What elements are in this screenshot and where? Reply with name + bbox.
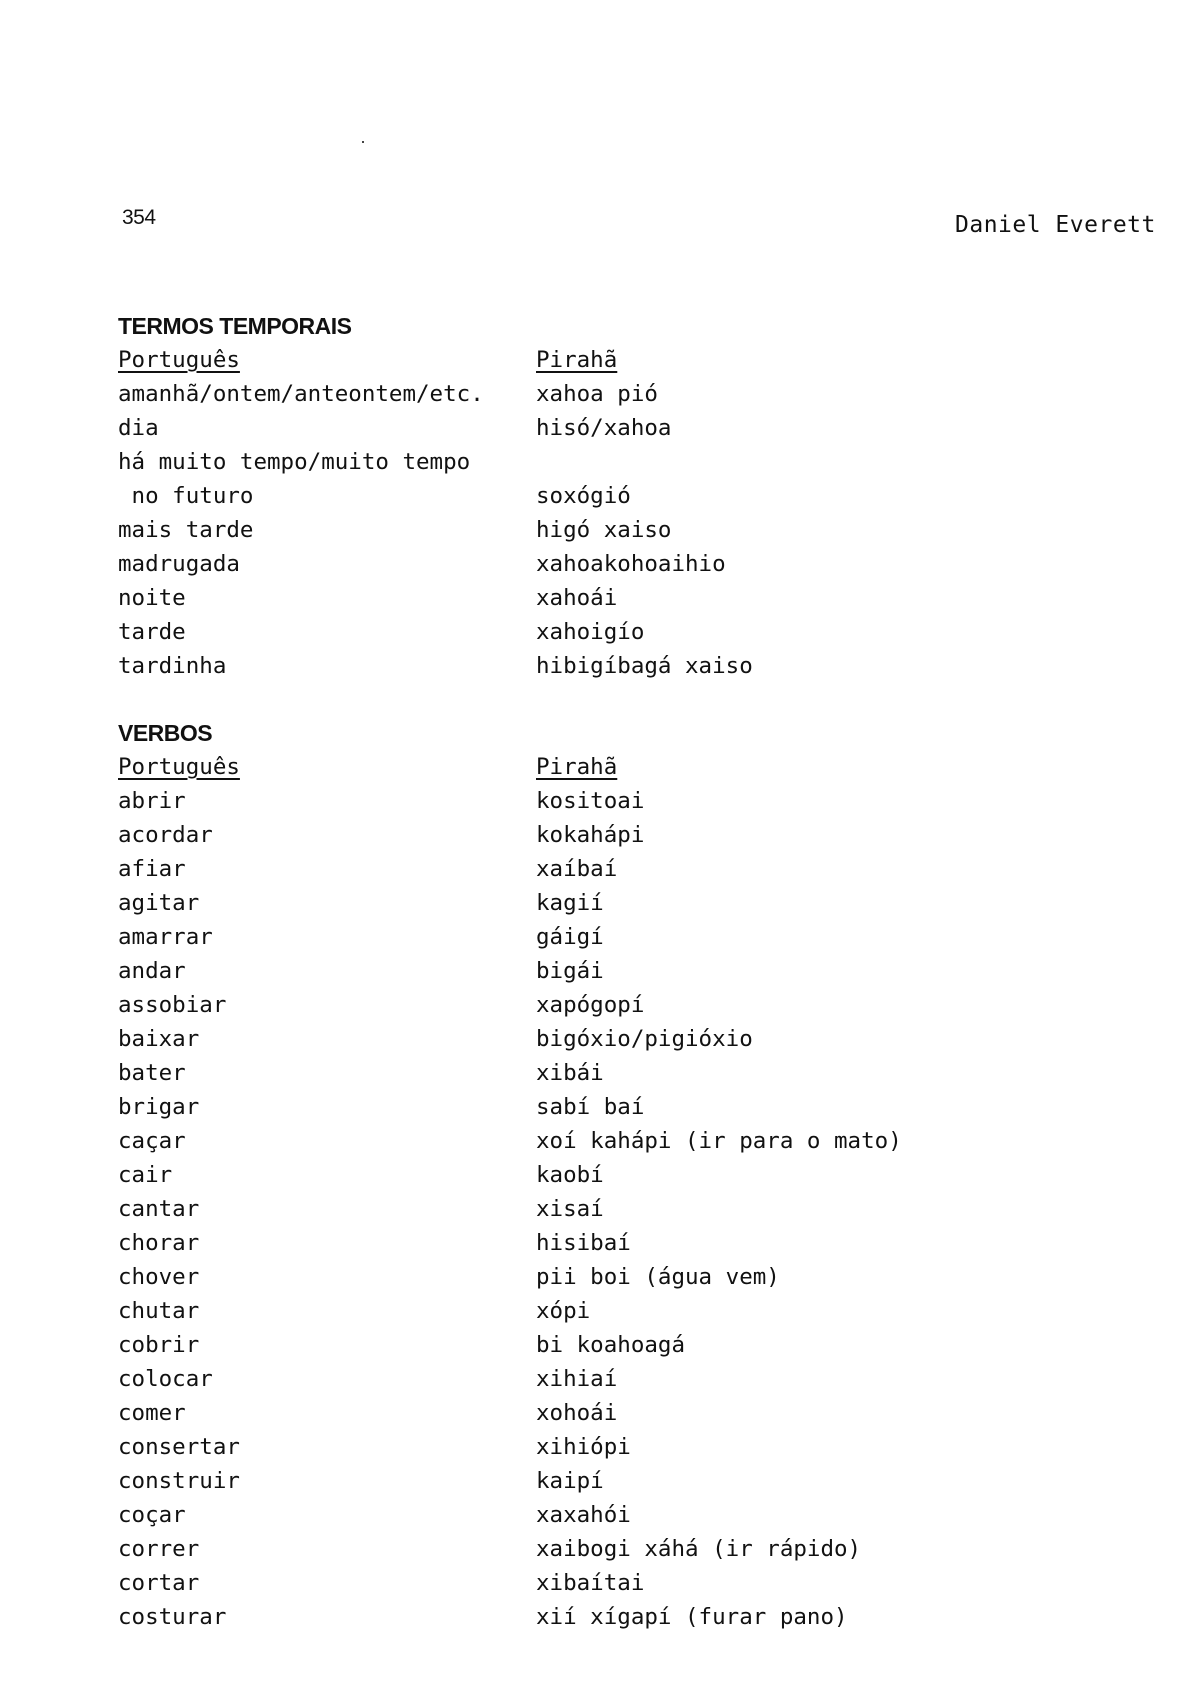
portuguese-term: bater [118,1060,186,1086]
section-title: TERMOS TEMPORAIS [118,313,352,339]
word-row [118,988,1018,1022]
piraha-term: xibái [536,1060,604,1086]
column-header-piraha: Pirahã [536,754,618,780]
word-row [118,1600,1018,1634]
piraha-term: bigái [536,958,604,984]
piraha-term: hibigíbagá xaiso [536,653,753,679]
word-row [118,852,1018,886]
portuguese-term: cantar [118,1196,200,1222]
piraha-term: sabí baí [536,1094,645,1120]
word-row [118,1532,1018,1566]
portuguese-term: abrir [118,788,186,814]
word-row [118,1124,1018,1158]
column-header-row [118,343,1018,377]
word-row [118,411,1018,445]
piraha-term: xaíbaí [536,856,618,882]
portuguese-term: coçar [118,1502,186,1528]
section-termos-temporais [118,309,1018,683]
piraha-term: kaobí [536,1162,604,1188]
piraha-term: xií xígapí (furar pano) [536,1604,848,1630]
piraha-term: xaxahói [536,1502,631,1528]
column-header-piraha: Pirahã [536,347,618,373]
portuguese-term: cair [118,1162,173,1188]
piraha-term: higó xaiso [536,517,672,543]
portuguese-term: há muito tempo/muito tempo [118,449,471,475]
word-row [118,954,1018,988]
portuguese-term: baixar [118,1026,200,1052]
portuguese-term: construir [118,1468,240,1494]
word-row [118,1158,1018,1192]
portuguese-term: no futuro [118,483,254,509]
portuguese-term: costurar [118,1604,227,1630]
piraha-term: bi koahoagá [536,1332,686,1358]
portuguese-term: amanhã/ontem/anteontem/etc. [118,381,484,407]
piraha-term: xohoái [536,1400,618,1426]
portuguese-term: tarde [118,619,186,645]
word-list [118,377,1018,683]
piraha-term: kositoai [536,788,645,814]
piraha-term: xisaí [536,1196,604,1222]
word-row [118,1566,1018,1600]
word-row [118,445,1018,479]
word-row [118,1192,1018,1226]
page-number: 354 [122,206,156,229]
word-row [118,377,1018,411]
piraha-term: xihiaí [536,1366,618,1392]
portuguese-term: amarrar [118,924,213,950]
piraha-term: hisó/xahoa [536,415,672,441]
word-row [118,1396,1018,1430]
piraha-term: soxógió [536,483,631,509]
word-list [118,784,1018,1634]
scan-speck [362,141,364,143]
column-header-portugues: Português [118,754,240,780]
piraha-term: xahoakohoaihio [536,551,726,577]
portuguese-term: chover [118,1264,200,1290]
piraha-term: kaipí [536,1468,604,1494]
word-row [118,1464,1018,1498]
word-row [118,1362,1018,1396]
running-header-author: Daniel Everett [955,212,1156,238]
portuguese-term: brigar [118,1094,200,1120]
portuguese-term: mais tarde [118,517,254,543]
piraha-term: bigóxio/pigióxio [536,1026,753,1052]
piraha-term: gáigí [536,924,604,950]
word-row [118,1226,1018,1260]
column-header-portugues: Português [118,347,240,373]
word-row [118,818,1018,852]
piraha-term: xahoái [536,585,618,611]
piraha-term: xahoigío [536,619,645,645]
word-row [118,1022,1018,1056]
word-row [118,784,1018,818]
piraha-term: xoí kahápi (ir para o mato) [536,1128,902,1154]
piraha-term: xahoa pió [536,381,658,407]
piraha-term: xapógopí [536,992,645,1018]
word-row [118,886,1018,920]
section-verbos [118,716,1018,1634]
portuguese-term: colocar [118,1366,213,1392]
portuguese-term: dia [118,415,159,441]
piraha-term: kagií [536,890,604,916]
piraha-term: xibaítai [536,1570,645,1596]
word-row [118,547,1018,581]
portuguese-term: tardinha [118,653,227,679]
word-row [118,1430,1018,1464]
portuguese-term: andar [118,958,186,984]
portuguese-term: correr [118,1536,200,1562]
portuguese-term: chutar [118,1298,200,1324]
portuguese-term: cobrir [118,1332,200,1358]
word-row [118,581,1018,615]
piraha-term: xihiópi [536,1434,631,1460]
word-row [118,615,1018,649]
piraha-term: hisibaí [536,1230,631,1256]
portuguese-term: afiar [118,856,186,882]
portuguese-term: acordar [118,822,213,848]
section-title: VERBOS [118,720,213,746]
word-row [118,1294,1018,1328]
piraha-term: pii boi (água vem) [536,1264,780,1290]
word-row [118,479,1018,513]
word-row [118,1498,1018,1532]
word-row [118,649,1018,683]
word-row [118,920,1018,954]
portuguese-term: noite [118,585,186,611]
piraha-term: xaibogi xáhá (ir rápido) [536,1536,862,1562]
word-row [118,1260,1018,1294]
portuguese-term: madrugada [118,551,240,577]
portuguese-term: assobiar [118,992,227,1018]
column-header-row [118,750,1018,784]
portuguese-term: comer [118,1400,186,1426]
piraha-term: kokahápi [536,822,645,848]
portuguese-term: caçar [118,1128,186,1154]
word-row [118,513,1018,547]
portuguese-term: consertar [118,1434,240,1460]
word-row [118,1328,1018,1362]
portuguese-term: agitar [118,890,200,916]
word-row [118,1056,1018,1090]
piraha-term: xópi [536,1298,591,1324]
portuguese-term: chorar [118,1230,200,1256]
portuguese-term: cortar [118,1570,200,1596]
word-row [118,1090,1018,1124]
